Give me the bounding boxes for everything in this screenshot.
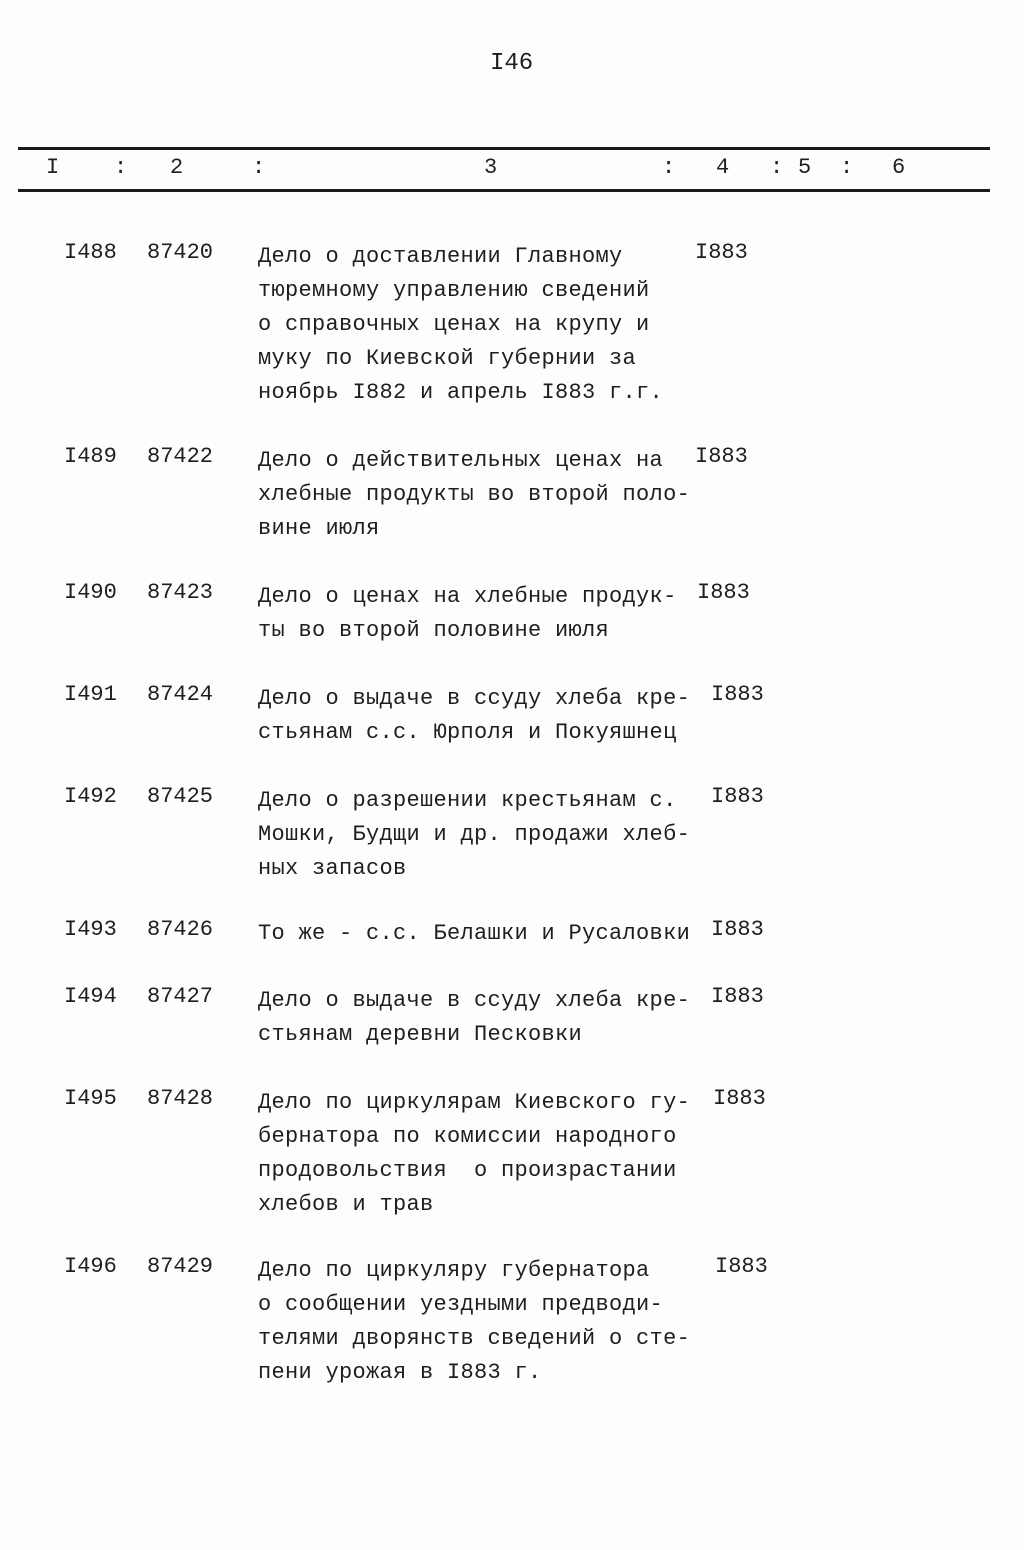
file-number: 87426: [147, 917, 214, 942]
record-number: I490: [64, 580, 117, 605]
record-number: I494: [64, 984, 117, 1009]
record-year: I883: [697, 580, 750, 605]
title-line: То же - с.с. Белашки и Русаловки: [258, 921, 691, 946]
header-top-rule: [18, 147, 990, 150]
record-year: I883: [715, 1254, 768, 1279]
header-col-1: I: [46, 155, 60, 180]
title-line: ты во второй половине июля: [258, 618, 610, 643]
title-line: стьянам с.с. Юрполя и Покуяшнец: [258, 720, 677, 745]
title-line: хлебов и трав: [258, 1192, 434, 1217]
title-line: Дело о действительных ценах на: [258, 448, 664, 473]
title-line: Дело о выдаче в ссуду хлеба кре-: [258, 988, 691, 1013]
header-sep: :: [114, 155, 128, 180]
title-line: о сообщении уездными предводи-: [258, 1292, 664, 1317]
record-year: I883: [711, 984, 764, 1009]
record-number: I495: [64, 1086, 117, 1111]
file-number: 87428: [147, 1086, 214, 1111]
title-line: о справочных ценах на крупу и: [258, 312, 650, 337]
record-title: [258, 784, 690, 886]
record-year: I883: [695, 444, 748, 469]
file-number: 87424: [147, 682, 214, 707]
title-line: Дело по циркулярам Киевского гу-: [258, 1090, 691, 1115]
header-col-3: 3: [484, 155, 498, 180]
record-title: [258, 580, 677, 648]
record-number: I491: [64, 682, 117, 707]
title-line: продовольствия о произрастании: [258, 1158, 677, 1183]
header-col-6: 6: [892, 155, 906, 180]
title-line: ных запасов: [258, 856, 407, 881]
header-col-5: 5: [798, 155, 812, 180]
record-year: I883: [711, 682, 764, 707]
title-line: ноябрь I882 и апрель I883 г.г.: [258, 380, 664, 405]
header-sep: :: [770, 155, 784, 180]
title-line: бернатора по комиссии народного: [258, 1124, 677, 1149]
header-bottom-rule: [18, 189, 990, 192]
title-line: муку по Киевской губернии за: [258, 346, 637, 371]
record-title: [258, 240, 663, 410]
file-number: 87427: [147, 984, 214, 1009]
record-title: [258, 917, 690, 951]
title-line: хлебные продукты во второй поло-: [258, 482, 691, 507]
record-title: [258, 1254, 690, 1390]
record-year: I883: [695, 240, 748, 265]
record-number: I493: [64, 917, 117, 942]
title-line: Дело о разрешении крестьянам с.: [258, 788, 677, 813]
file-number: 87429: [147, 1254, 214, 1279]
header-col-4: 4: [716, 155, 730, 180]
record-number: I492: [64, 784, 117, 809]
title-line: тюремному управлению сведений: [258, 278, 650, 303]
title-line: Дело о выдаче в ссуду хлеба кре-: [258, 686, 691, 711]
title-line: телями дворянств сведений о сте-: [258, 1326, 691, 1351]
record-year: I883: [711, 784, 764, 809]
title-line: вине июля: [258, 516, 380, 541]
title-line: Дело о доставлении Главному: [258, 244, 623, 269]
record-number: I489: [64, 444, 117, 469]
title-line: Дело по циркуляру губернатора: [258, 1258, 650, 1283]
record-title: [258, 444, 690, 546]
header-col-2: 2: [170, 155, 184, 180]
header-sep: :: [662, 155, 676, 180]
title-line: стьянам деревни Песковки: [258, 1022, 583, 1047]
record-year: I883: [711, 917, 764, 942]
header-sep: :: [252, 155, 266, 180]
file-number: 87423: [147, 580, 214, 605]
title-line: пени урожая в I883 г.: [258, 1360, 542, 1385]
record-title: [258, 682, 690, 750]
title-line: Мошки, Будщи и др. продажи хлеб-: [258, 822, 691, 847]
record-number: I496: [64, 1254, 117, 1279]
page-number: I46: [490, 50, 534, 77]
record-number: I488: [64, 240, 117, 265]
record-year: I883: [713, 1086, 766, 1111]
file-number: 87420: [147, 240, 214, 265]
file-number: 87425: [147, 784, 214, 809]
header-sep: :: [840, 155, 854, 180]
file-number: 87422: [147, 444, 214, 469]
title-line: Дело о ценах на хлебные продук-: [258, 584, 677, 609]
record-title: [258, 1086, 690, 1222]
record-title: [258, 984, 690, 1052]
